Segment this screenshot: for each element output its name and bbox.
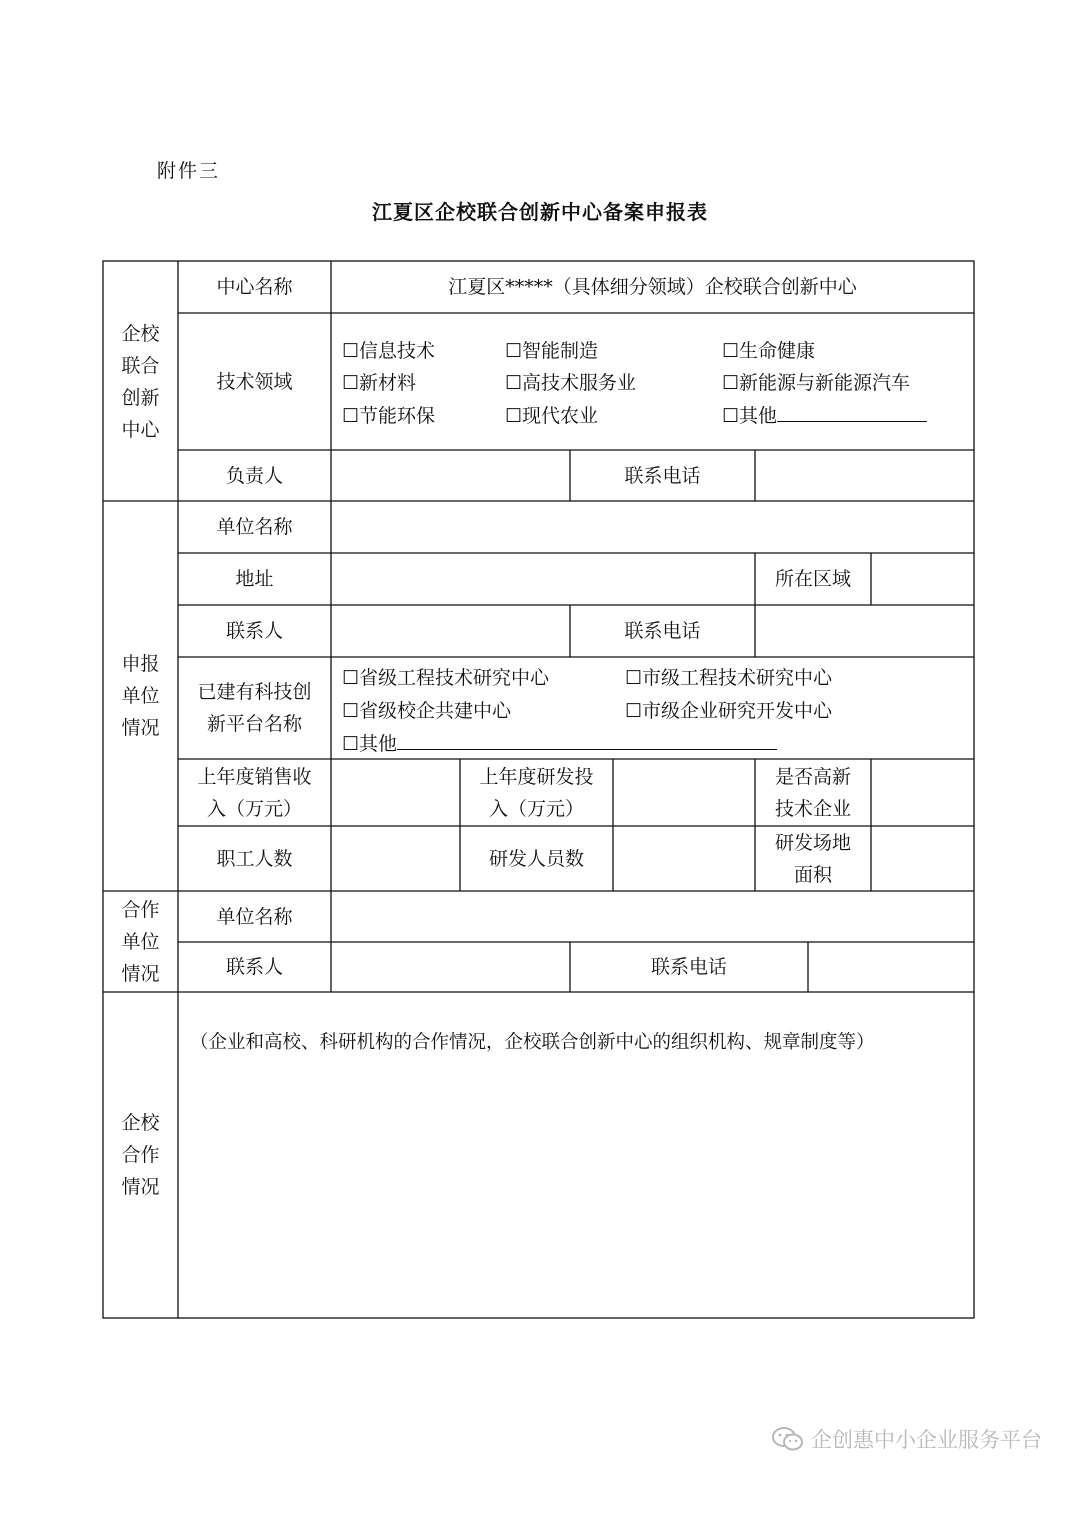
platform-label: 已建有科技创 新平台名称 xyxy=(197,681,312,735)
partner-unit-name-label: 单位名称 xyxy=(216,905,293,928)
attachment-label: 附件三 xyxy=(157,160,221,182)
section-label-applicant: 申报 单位 情况 xyxy=(121,653,160,739)
rd-staff-field[interactable] xyxy=(613,826,755,891)
rd-invest-label: 上年度研发投 入（万元） xyxy=(479,765,594,820)
center-name-label: 中心名称 xyxy=(216,276,293,298)
rd-area-label: 研发场地 面积 xyxy=(774,831,851,886)
region-field[interactable] xyxy=(871,553,974,605)
checkbox-life-health[interactable]: ☐生命健康 xyxy=(722,340,816,362)
section-label-cooperation: 企校 合作 情况 xyxy=(121,1112,160,1198)
partner-contact-label: 联系人 xyxy=(225,956,283,978)
applicant-unit-name-label: 单位名称 xyxy=(216,516,293,538)
applicant-contact-field[interactable] xyxy=(331,605,570,657)
checkbox-provincial-eng-center[interactable]: ☐省级工程技术研究中心 xyxy=(342,667,550,689)
checkbox-hightech-service[interactable]: ☐高技术服务业 xyxy=(505,372,637,394)
sales-label: 上年度销售收 入（万元） xyxy=(197,765,312,820)
checkbox-modern-agriculture[interactable]: ☐现代农业 xyxy=(505,405,599,427)
wechat-icon xyxy=(771,1426,805,1452)
leader-field[interactable] xyxy=(331,450,570,501)
partner-phone-field[interactable] xyxy=(808,942,974,992)
applicant-phone-field[interactable] xyxy=(755,605,974,657)
checkbox-city-rd-center[interactable]: ☐市级企业研究开发中心 xyxy=(625,700,833,722)
checkbox-new-energy[interactable]: ☐新能源与新能源汽车 xyxy=(722,372,911,394)
applicant-unit-name-field[interactable] xyxy=(331,501,974,553)
checkbox-provincial-school-enterprise[interactable]: ☐省级校企共建中心 xyxy=(342,700,512,722)
form-title: 江夏区企校联合创新中心备案申报表 xyxy=(372,200,708,224)
cooperation-field[interactable] xyxy=(178,1065,974,1318)
partner-unit-name-field[interactable] xyxy=(331,891,974,942)
checkbox-smart-manufacturing[interactable]: ☐智能制造 xyxy=(505,340,599,362)
address-label: 地址 xyxy=(235,568,274,590)
checkbox-new-materials[interactable]: ☐新材料 xyxy=(342,372,417,394)
staff-field[interactable] xyxy=(331,826,460,891)
applicant-phone-label: 联系电话 xyxy=(624,620,701,642)
cooperation-hint: （企业和高校、科研机构的合作情况，企校联合创新中心的组织机构、规章制度等） xyxy=(190,1032,875,1053)
other-platform-blank[interactable] xyxy=(397,731,777,750)
tech-field-label: 技术领域 xyxy=(216,370,293,393)
partner-phone-label: 联系电话 xyxy=(650,956,727,978)
watermark xyxy=(771,1424,1042,1454)
rd-area-field[interactable] xyxy=(871,826,974,891)
leader-phone-label: 联系电话 xyxy=(624,464,701,487)
checkbox-energy-saving[interactable]: ☐节能环保 xyxy=(342,405,436,427)
leader-label: 负责人 xyxy=(225,464,283,487)
checkbox-city-eng-center[interactable]: ☐市级工程技术研究中心 xyxy=(625,667,833,689)
checkbox-other-platform[interactable] xyxy=(342,730,777,758)
address-field[interactable] xyxy=(331,553,755,605)
checkbox-other-field-label: ☐其他 xyxy=(722,405,778,427)
partner-contact-field[interactable] xyxy=(331,942,570,992)
sales-field[interactable] xyxy=(331,759,460,826)
checkbox-info-tech[interactable]: ☐信息技术 xyxy=(342,340,436,362)
leader-phone-field[interactable] xyxy=(755,450,974,501)
hightech-field[interactable] xyxy=(871,759,974,826)
center-name-value[interactable]: 江夏区*****（具体细分领域）企校联合创新中心 xyxy=(448,276,857,298)
section-label-center: 企校 联合 创新 中心 xyxy=(121,322,160,441)
staff-label: 职工人数 xyxy=(216,847,293,870)
rd-staff-label: 研发人员数 xyxy=(488,847,584,870)
applicant-contact-label: 联系人 xyxy=(225,620,283,642)
hightech-label: 是否高新 技术企业 xyxy=(774,765,851,820)
watermark-text: 企创惠中小企业服务平台 xyxy=(811,1428,1042,1452)
region-label: 所在区域 xyxy=(774,568,851,590)
other-field-blank[interactable] xyxy=(777,403,927,422)
section-label-partner: 合作 单位 情况 xyxy=(121,898,160,985)
checkbox-other-platform-label: ☐其他 xyxy=(342,733,398,755)
rd-invest-field[interactable] xyxy=(613,759,755,826)
checkbox-other-field[interactable] xyxy=(722,402,927,430)
